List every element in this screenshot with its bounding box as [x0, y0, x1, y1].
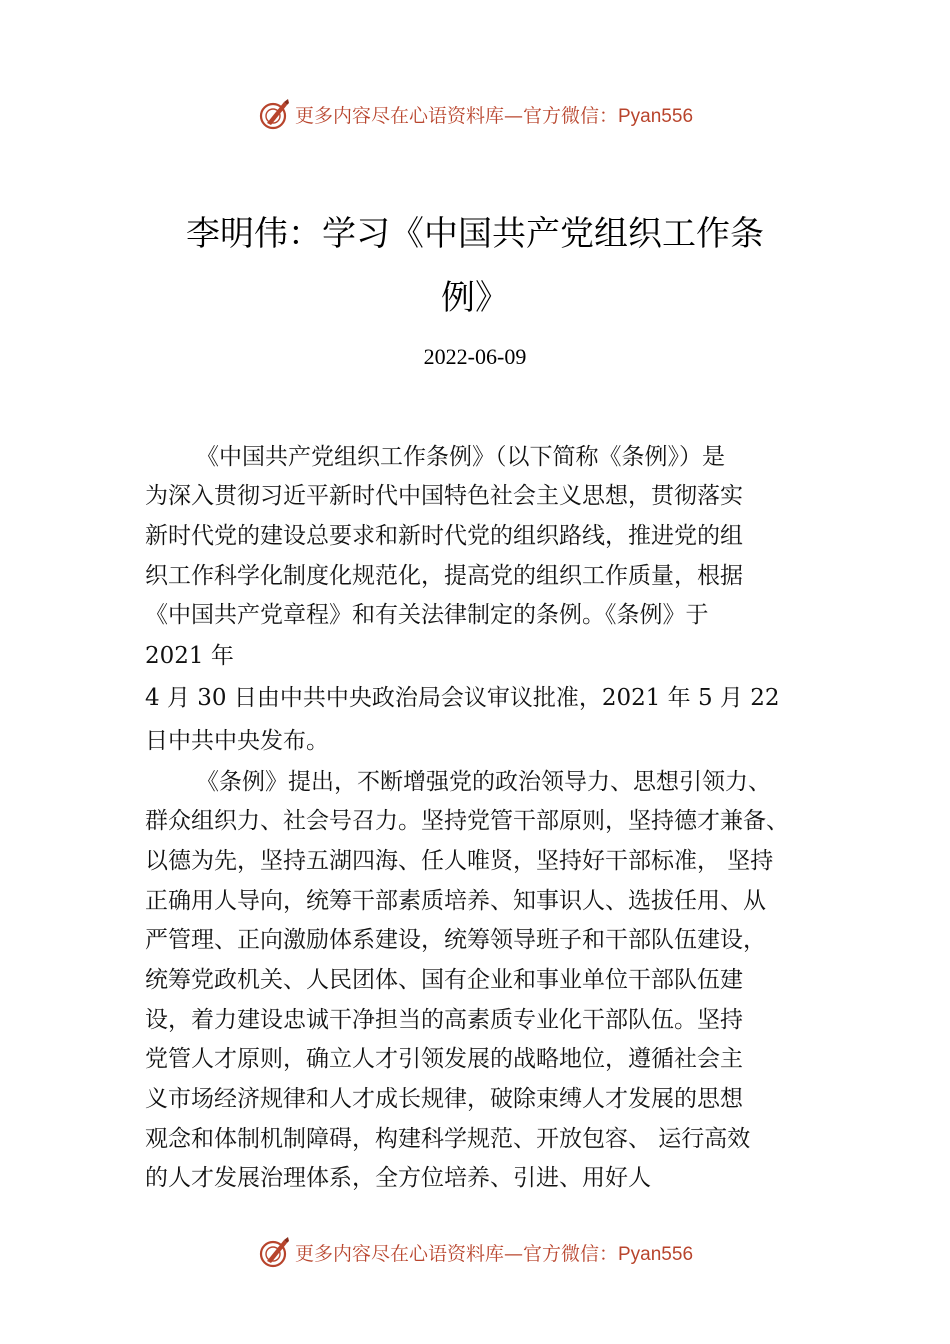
body-line: 群众组织力、社会号召力。坚持党管干部原则，坚持德才兼备、 — [145, 808, 789, 834]
watermark-label: 更多内容尽在心语资料库—官方微信： — [294, 1242, 618, 1265]
document-date: 2022-06-09 — [423, 344, 527, 369]
quill-pen-seal-icon — [257, 1235, 291, 1269]
body-line: 正确用人导向，统筹干部素质培养、知事识人、选拔任用、从 — [145, 888, 766, 914]
quill-pen-seal-icon — [257, 97, 291, 131]
watermark-wechat-id: Pyan556 — [618, 1243, 694, 1265]
body-line: 统筹党政机关、人民团体、国有企业和事业单位干部队伍建 — [145, 967, 743, 993]
body-line: 2021 年 — [145, 643, 234, 669]
body-line: 的人才发展治理体系，全方位培养、引进、用好人 — [145, 1165, 651, 1191]
body-line: 4 月 30 日由中共中央政治局会议审议批准，2021 年 5 月 22 — [145, 685, 780, 711]
body-line: 观念和体制机制障碍，构建科学规范、开放包容、 运行高效 — [145, 1126, 751, 1152]
watermark-header — [0, 94, 950, 134]
watermark-footer — [0, 1232, 950, 1272]
body-line: 《中国共产党章程》和有关法律制定的条例。《条例》于 — [145, 602, 709, 628]
watermark-label: 更多内容尽在心语资料库—官方微信： — [294, 104, 618, 127]
document-title-line-1: 李明伟：学习《中国共产党组织工作条 — [186, 214, 764, 254]
watermark-text — [295, 1239, 693, 1266]
watermark-wechat-id: Pyan556 — [618, 105, 694, 127]
body-line: 义市场经济规律和人才成长规律，破除束缚人才发展的思想 — [145, 1086, 743, 1112]
body-line: 为深入贯彻习近平新时代中国特色社会主义思想，贯彻落实 — [145, 483, 743, 509]
body-line: 新时代党的建设总要求和新时代党的组织路线，推进党的组 — [145, 523, 743, 549]
body-line: 织工作科学化制度化规范化，提高党的组织工作质量，根据 — [145, 563, 743, 589]
body-line: 设，着力建设忠诚干净担当的高素质专业化干部队伍。坚持 — [145, 1007, 743, 1033]
body-line: 以德为先，坚持五湖四海、任人唯贤，坚持好干部标准， 坚持 — [145, 848, 774, 874]
body-line: 《中国共产党组织工作条例》（以下简称《条例》）是 — [196, 444, 725, 470]
document-title-line-2: 例》 — [441, 278, 509, 318]
body-line: 日中共中央发布。 — [145, 728, 329, 754]
body-line: 严管理、正向激励体系建设，统筹领导班子和干部队伍建设， — [145, 927, 766, 953]
body-line: 《条例》提出，不断增强党的政治领导力、思想引领力、 — [196, 769, 771, 795]
watermark-text — [295, 101, 693, 128]
body-line: 党管人才原则，确立人才引领发展的战略地位，遵循社会主 — [145, 1046, 743, 1072]
